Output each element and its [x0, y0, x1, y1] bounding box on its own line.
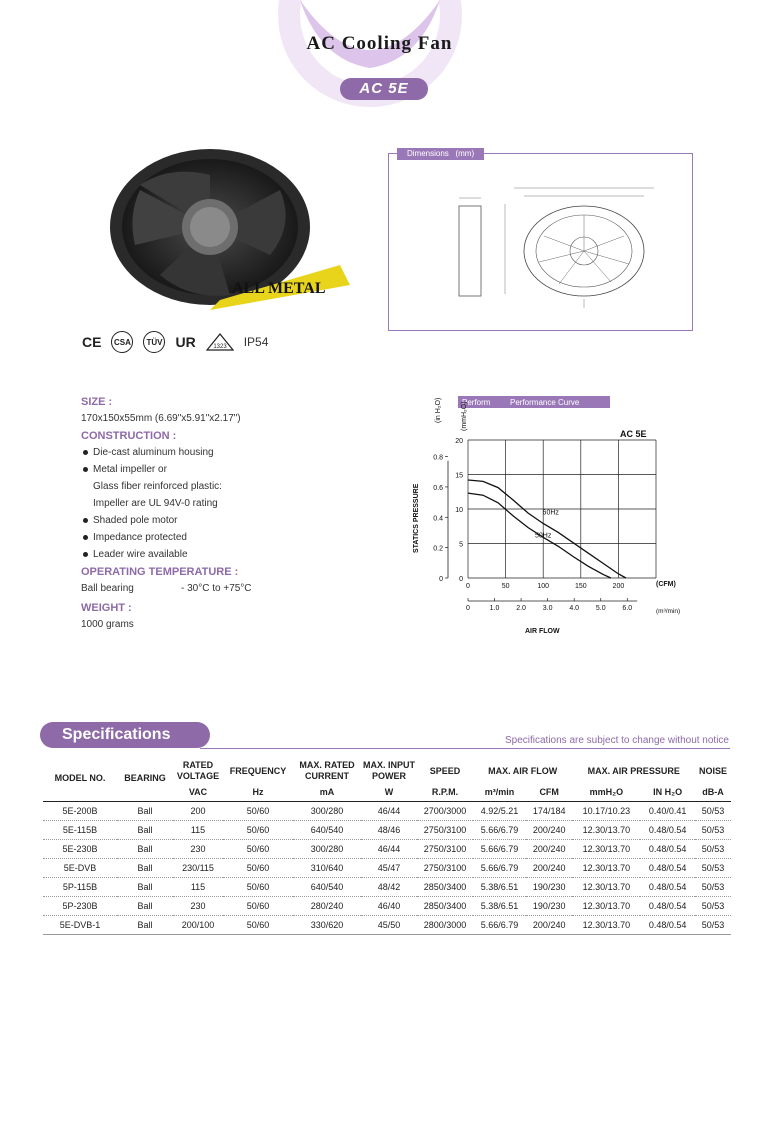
- cell-inh2o: 0.40/0.41: [640, 801, 695, 820]
- cell-m3min: 4.92/5.21: [473, 801, 526, 820]
- cell-m3min: 5.66/6.79: [473, 820, 526, 839]
- cell-noise: 50/53: [695, 801, 731, 820]
- cell-cfm: 200/240: [526, 839, 573, 858]
- cell-current: 310/640: [293, 858, 361, 877]
- unit-speed: R.P.M.: [417, 785, 473, 801]
- construction-item: Shaded pole motor: [81, 515, 381, 526]
- cell-bearing: Ball: [117, 877, 173, 896]
- construction-item: Leader wire available: [81, 549, 381, 560]
- cell-speed: 2700/3000: [417, 801, 473, 820]
- specifications-rule: [200, 748, 730, 749]
- cell-power: 46/44: [361, 801, 417, 820]
- weight-value: 1000 grams: [81, 619, 134, 630]
- unit-mmh2o: mmH₂O: [572, 785, 640, 801]
- product-details: [81, 396, 381, 636]
- fan-photo: [100, 145, 350, 330]
- cell-voltage: 115: [173, 820, 223, 839]
- cell-mmh2o: 12.30/13.70: [572, 915, 640, 934]
- x-unit-secondary: (m³/min): [656, 608, 681, 615]
- cell-speed: 2800/3000: [417, 915, 473, 934]
- x-tick-label-m3: 5.0: [595, 605, 606, 612]
- col-voltage: RATED VOLTAGE: [176, 760, 220, 781]
- size-value: 170x150x55mm (6.69"x5.91"x2.17"): [81, 413, 241, 424]
- cell-frequency: 50/60: [223, 839, 293, 858]
- cell-bearing: Ball: [117, 896, 173, 915]
- cell-noise: 50/53: [695, 858, 731, 877]
- curve-title: Performance Curve: [510, 398, 580, 407]
- table-row: [43, 801, 731, 820]
- temperature-range: - 30°C to +75°C: [181, 583, 252, 594]
- cell-speed: 2750/3100: [417, 858, 473, 877]
- y-axis-label: STATICS PRESSURE: [413, 483, 420, 553]
- cell-model: 5E-200B: [43, 801, 117, 820]
- cell-model: 5E-115B: [43, 820, 117, 839]
- cell-mmh2o: 12.30/13.70: [572, 896, 640, 915]
- x-tick-label: 200: [612, 583, 625, 590]
- x-tick-label-m3: 3.0: [542, 605, 553, 612]
- construction-item: Metal impeller or: [81, 464, 381, 475]
- y-unit-right: (mmH₂O): [461, 401, 468, 431]
- x-tick-label-m3: 4.0: [569, 605, 580, 612]
- col-bearing: BEARING: [117, 757, 173, 801]
- col-power: MAX. INPUT POWER: [363, 760, 416, 781]
- cell-frequency: 50/60: [223, 801, 293, 820]
- unit-power: W: [361, 785, 417, 801]
- cell-frequency: 50/60: [223, 915, 293, 934]
- dimensions-unit: (mm): [455, 149, 475, 158]
- cell-cfm: 190/230: [526, 896, 573, 915]
- series-label-50hz: 50Hz: [535, 532, 552, 540]
- col-frequency: FREQUENCY: [229, 765, 287, 776]
- x-tick-label: 150: [574, 583, 587, 590]
- y-tick-label-mm: 0: [459, 576, 463, 583]
- cell-cfm: 174/184: [526, 801, 573, 820]
- cell-bearing: Ball: [117, 839, 173, 858]
- cell-current: 300/280: [293, 801, 361, 820]
- cell-mmh2o: 12.30/13.70: [572, 877, 640, 896]
- page-title: AC Cooling Fan: [306, 33, 453, 54]
- y-tick-label-mm: 20: [455, 438, 463, 445]
- size-heading: SIZE :: [81, 396, 113, 408]
- cell-power: 45/47: [361, 858, 417, 877]
- table-row: [43, 915, 731, 934]
- cell-speed: 2750/3100: [417, 839, 473, 858]
- ce-mark: CE: [82, 334, 102, 350]
- y-tick-label-in: 0.6: [433, 484, 443, 492]
- construction-item: Impeller are UL 94V-0 rating: [93, 498, 218, 509]
- cell-noise: 50/53: [695, 896, 731, 915]
- cell-model: 5P-115B: [43, 877, 117, 896]
- cell-m3min: 5.38/6.51: [473, 877, 526, 896]
- col-pressure: MAX. AIR PRESSURE: [587, 765, 680, 776]
- series-line-60hz: [468, 480, 626, 578]
- x-tick-label-m3: 0: [466, 605, 470, 612]
- certification-marks: [82, 330, 268, 354]
- unit-current: mA: [293, 785, 361, 801]
- cell-voltage: 115: [173, 877, 223, 896]
- unit-frequency: Hz: [223, 785, 293, 801]
- cell-bearing: Ball: [117, 820, 173, 839]
- model-badge: AC 5E: [340, 78, 428, 100]
- cell-noise: 50/53: [695, 820, 731, 839]
- cell-voltage: 200: [173, 801, 223, 820]
- performance-curve-chart: [408, 393, 693, 648]
- dimensions-label: Dimensions: [407, 149, 449, 158]
- cell-noise: 50/53: [695, 839, 731, 858]
- cell-model: 5P-230B: [43, 896, 117, 915]
- cell-voltage: 230: [173, 839, 223, 858]
- cell-voltage: 200/100: [173, 915, 223, 934]
- cell-m3min: 5.66/6.79: [473, 839, 526, 858]
- cell-inh2o: 0.48/0.54: [640, 877, 695, 896]
- specifications-note: Specifications are subject to change without notice: [504, 735, 729, 746]
- y-tick-label-in: 0.8: [433, 454, 443, 462]
- table-row: [43, 896, 731, 915]
- cell-current: 640/540: [293, 820, 361, 839]
- dimensions-tab: [397, 148, 484, 160]
- temperature-heading: OPERATING TEMPERATURE :: [81, 566, 239, 578]
- cell-frequency: 50/60: [223, 877, 293, 896]
- cell-bearing: Ball: [117, 915, 173, 934]
- cell-current: 300/280: [293, 839, 361, 858]
- cell-frequency: 50/60: [223, 858, 293, 877]
- cell-inh2o: 0.48/0.54: [640, 839, 695, 858]
- cell-current: 640/540: [293, 877, 361, 896]
- cell-bearing: Ball: [117, 858, 173, 877]
- y-tick-label-mm: 5: [459, 541, 463, 549]
- y-tick-label-in: 0.2: [433, 545, 443, 553]
- ip-rating: IP54: [243, 335, 269, 349]
- cell-speed: 2850/3400: [417, 896, 473, 915]
- tuv-mark: TÜV: [143, 331, 165, 353]
- x-tick-label-m3: 1.0: [489, 605, 500, 612]
- temperature-row: [81, 583, 381, 594]
- unit-m3min: m³/min: [473, 785, 526, 801]
- cell-m3min: 5.66/6.79: [473, 858, 526, 877]
- temperature-bearing: Ball bearing: [81, 583, 134, 594]
- cell-speed: 2750/3100: [417, 820, 473, 839]
- x-axis-label: AIR FLOW: [525, 628, 560, 635]
- cell-current: 330/620: [293, 915, 361, 934]
- col-speed: SPEED: [429, 765, 461, 776]
- specifications-table: [43, 757, 731, 935]
- cell-voltage: 230/115: [173, 858, 223, 877]
- ur-mark: UR: [175, 334, 196, 350]
- specifications-heading: Specifications: [40, 722, 210, 748]
- construction-heading: CONSTRUCTION :: [81, 430, 177, 442]
- cell-model: 5E-230B: [43, 839, 117, 858]
- cell-mmh2o: 10.17/10.23: [572, 801, 640, 820]
- table-row: [43, 820, 731, 839]
- construction-item: Die-cast aluminum housing: [81, 447, 381, 458]
- col-airflow: MAX. AIR FLOW: [488, 765, 558, 776]
- col-model: MODEL NO.: [43, 757, 117, 801]
- cell-cfm: 200/240: [526, 858, 573, 877]
- cell-power: 48/42: [361, 877, 417, 896]
- cell-m3min: 5.66/6.79: [473, 915, 526, 934]
- cell-noise: 50/53: [695, 915, 731, 934]
- cell-bearing: Ball: [117, 801, 173, 820]
- cell-cfm: 190/230: [526, 877, 573, 896]
- dimension-drawing: [439, 176, 679, 316]
- cell-model: 5E-DVB: [43, 858, 117, 877]
- unit-voltage: VAC: [173, 785, 223, 801]
- table-row: [43, 839, 731, 858]
- table-row: [43, 858, 731, 877]
- cell-mmh2o: 12.30/13.70: [572, 839, 640, 858]
- cell-power: 46/40: [361, 896, 417, 915]
- cell-cfm: 200/240: [526, 820, 573, 839]
- x-tick-label-m3: 2.0: [516, 605, 526, 612]
- svg-text:1323: 1323: [213, 344, 227, 350]
- all-metal-badge: ALL METAL: [232, 280, 326, 297]
- construction-item: Glass fiber reinforced plastic:: [93, 481, 222, 492]
- table-row: [43, 877, 731, 896]
- cell-voltage: 230: [173, 896, 223, 915]
- x-tick-label: 0: [466, 583, 470, 590]
- unit-cfm: CFM: [526, 785, 573, 801]
- x-tick-label-m3: 6.0: [622, 605, 633, 612]
- dimensions-panel: [388, 149, 693, 331]
- curve-model-label: AC 5E: [620, 429, 647, 439]
- col-noise: NOISE: [698, 765, 727, 776]
- cell-m3min: 5.38/6.51: [473, 896, 526, 915]
- unit-noise: dB-A: [695, 785, 731, 801]
- cell-frequency: 50/60: [223, 896, 293, 915]
- cell-inh2o: 0.48/0.54: [640, 896, 695, 915]
- cell-power: 45/50: [361, 915, 417, 934]
- weight-heading: WEIGHT :: [81, 602, 132, 614]
- cell-noise: 50/53: [695, 877, 731, 896]
- y-tick-label-mm: 15: [455, 472, 463, 480]
- x-unit-primary: (CFM): [656, 581, 676, 588]
- cell-current: 280/240: [293, 896, 361, 915]
- y-unit-left: (in H₂O): [435, 397, 442, 423]
- cell-mmh2o: 12.30/13.70: [572, 858, 640, 877]
- unit-inh2o: IN H₂O: [640, 785, 695, 801]
- y-tick-label-mm: 10: [455, 507, 463, 514]
- csa-mark: CSA: [111, 331, 133, 353]
- y-tick-label-in: 0: [439, 576, 443, 583]
- x-tick-label: 50: [501, 583, 510, 590]
- series-label-60hz: 60Hz: [542, 509, 559, 517]
- cell-power: 48/46: [361, 820, 417, 839]
- y-tick-label-in: 0.4: [433, 515, 443, 523]
- cell-mmh2o: 12.30/13.70: [572, 820, 640, 839]
- cell-cfm: 200/240: [526, 915, 573, 934]
- cell-power: 46/44: [361, 839, 417, 858]
- cell-speed: 2850/3400: [417, 877, 473, 896]
- cell-inh2o: 0.48/0.54: [640, 858, 695, 877]
- construction-item: Impedance protected: [81, 532, 381, 543]
- col-current: MAX. RATED CURRENT: [299, 760, 355, 781]
- cell-inh2o: 0.48/0.54: [640, 915, 695, 934]
- cell-frequency: 50/60: [223, 820, 293, 839]
- curve-tab-label: Perform: [462, 398, 491, 407]
- 1323-mark: [206, 333, 234, 351]
- performance-curve-panel: [408, 393, 693, 648]
- x-tick-label: 100: [537, 583, 550, 590]
- cell-inh2o: 0.48/0.54: [640, 820, 695, 839]
- cell-model: 5E-DVB-1: [43, 915, 117, 934]
